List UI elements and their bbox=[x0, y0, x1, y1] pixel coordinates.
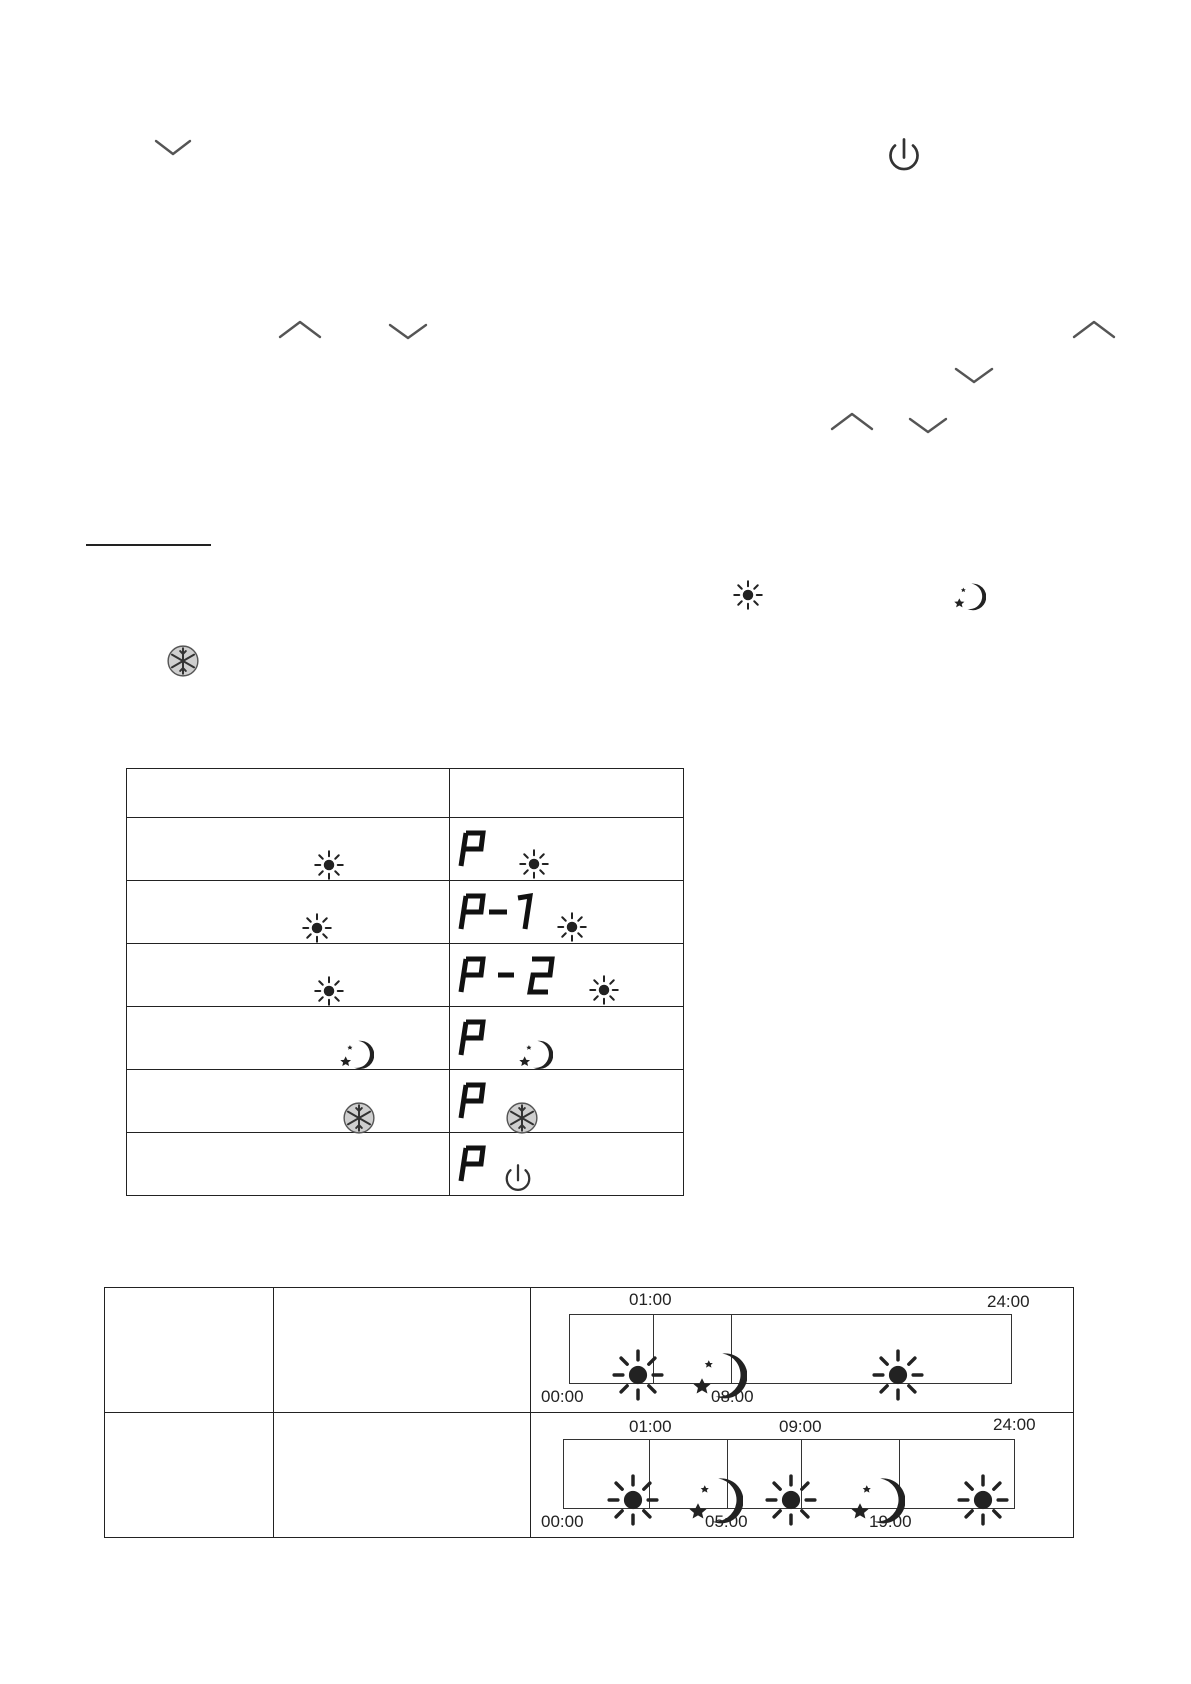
timeline-segment-day bbox=[564, 1440, 650, 1508]
seg-display bbox=[460, 893, 536, 931]
chevron-up-icon bbox=[1072, 318, 1116, 340]
time-label: 08:00 bbox=[711, 1387, 754, 1406]
timeline-segment-night bbox=[802, 1440, 900, 1508]
timeline-bar bbox=[563, 1439, 1015, 1509]
sun-icon bbox=[718, 565, 748, 595]
display-cell bbox=[450, 944, 684, 1007]
display-cell bbox=[450, 881, 684, 944]
seg-display bbox=[460, 956, 558, 994]
time-label: 05:00 bbox=[705, 1512, 748, 1531]
moon-icon bbox=[502, 1021, 536, 1055]
mode-cell bbox=[127, 1133, 450, 1196]
time-label: 01:00 bbox=[629, 1417, 672, 1436]
moon-icon bbox=[666, 1322, 720, 1376]
table-row bbox=[127, 944, 684, 1007]
timeline-segment-night bbox=[650, 1440, 728, 1508]
schedule-cell bbox=[274, 1288, 531, 1413]
sun-icon bbox=[504, 834, 534, 864]
display-cell bbox=[450, 1133, 684, 1196]
schedule-table bbox=[104, 1287, 1074, 1538]
table-row bbox=[105, 1413, 1074, 1538]
sun-icon bbox=[586, 1323, 638, 1375]
table-header-row bbox=[127, 769, 684, 818]
time-label: 24:00 bbox=[993, 1415, 1036, 1434]
chevron-down-icon bbox=[908, 416, 948, 436]
chevron-up-icon bbox=[830, 410, 874, 432]
time-label: 01:00 bbox=[629, 1290, 672, 1309]
mode-cell bbox=[127, 818, 450, 881]
chevron-down-icon bbox=[388, 322, 428, 342]
mode-cell bbox=[127, 944, 450, 1007]
sun-icon bbox=[299, 835, 329, 865]
power-icon bbox=[868, 120, 904, 156]
seg-display bbox=[460, 1082, 486, 1120]
moon-icon bbox=[938, 565, 970, 597]
mode-cell bbox=[127, 1070, 450, 1133]
snowflake-icon bbox=[149, 627, 183, 661]
snowflake-icon bbox=[325, 1084, 359, 1118]
table-row bbox=[127, 1070, 684, 1133]
time-label: 19:00 bbox=[869, 1512, 912, 1531]
sun-icon bbox=[287, 898, 317, 928]
timeline-cell bbox=[531, 1413, 1074, 1538]
sun-icon bbox=[574, 960, 604, 990]
snowflake-icon bbox=[488, 1084, 522, 1118]
moon-icon bbox=[824, 1447, 878, 1501]
table-row bbox=[127, 1007, 684, 1070]
timeline-segment-day bbox=[732, 1315, 1011, 1383]
moon-icon bbox=[323, 1021, 357, 1055]
schedule-cell bbox=[105, 1413, 274, 1538]
schedule-cell bbox=[274, 1413, 531, 1538]
time-label: 24:00 bbox=[987, 1292, 1030, 1311]
header-cell bbox=[450, 769, 684, 818]
sun-icon bbox=[299, 961, 329, 991]
table-row bbox=[127, 881, 684, 944]
display-cell bbox=[450, 818, 684, 881]
display-cell bbox=[450, 1007, 684, 1070]
time-label: 00:00 bbox=[541, 1387, 584, 1406]
chevron-down-icon bbox=[954, 366, 994, 386]
table-row bbox=[127, 1133, 684, 1196]
sun-icon bbox=[542, 897, 572, 927]
chevron-up-icon bbox=[278, 318, 322, 340]
chevron-down-icon bbox=[154, 138, 192, 158]
sun-icon bbox=[739, 1448, 791, 1500]
timeline-segment-day bbox=[570, 1315, 654, 1383]
display-cell bbox=[450, 1070, 684, 1133]
mode-cell bbox=[127, 881, 450, 944]
seg-display bbox=[460, 830, 486, 868]
moon-icon bbox=[662, 1447, 716, 1501]
time-label: 00:00 bbox=[541, 1512, 584, 1531]
timeline-cell bbox=[531, 1288, 1074, 1413]
table-row bbox=[127, 818, 684, 881]
power-icon bbox=[488, 1149, 518, 1179]
seg-display bbox=[460, 1145, 486, 1183]
timeline-bar bbox=[569, 1314, 1012, 1384]
header-cell bbox=[127, 769, 450, 818]
schedule-cell bbox=[105, 1288, 274, 1413]
sun-icon bbox=[581, 1448, 633, 1500]
sun-icon bbox=[846, 1323, 898, 1375]
program-table bbox=[126, 768, 684, 1196]
timeline-segment-day bbox=[900, 1440, 1014, 1508]
seg-display bbox=[460, 1019, 486, 1057]
heading-underline bbox=[86, 544, 211, 546]
time-label: 09:00 bbox=[779, 1417, 822, 1436]
timeline-segment-night bbox=[654, 1315, 732, 1383]
sun-icon bbox=[931, 1448, 983, 1500]
table-row bbox=[105, 1288, 1074, 1413]
timeline-segment-day bbox=[728, 1440, 802, 1508]
mode-cell bbox=[127, 1007, 450, 1070]
